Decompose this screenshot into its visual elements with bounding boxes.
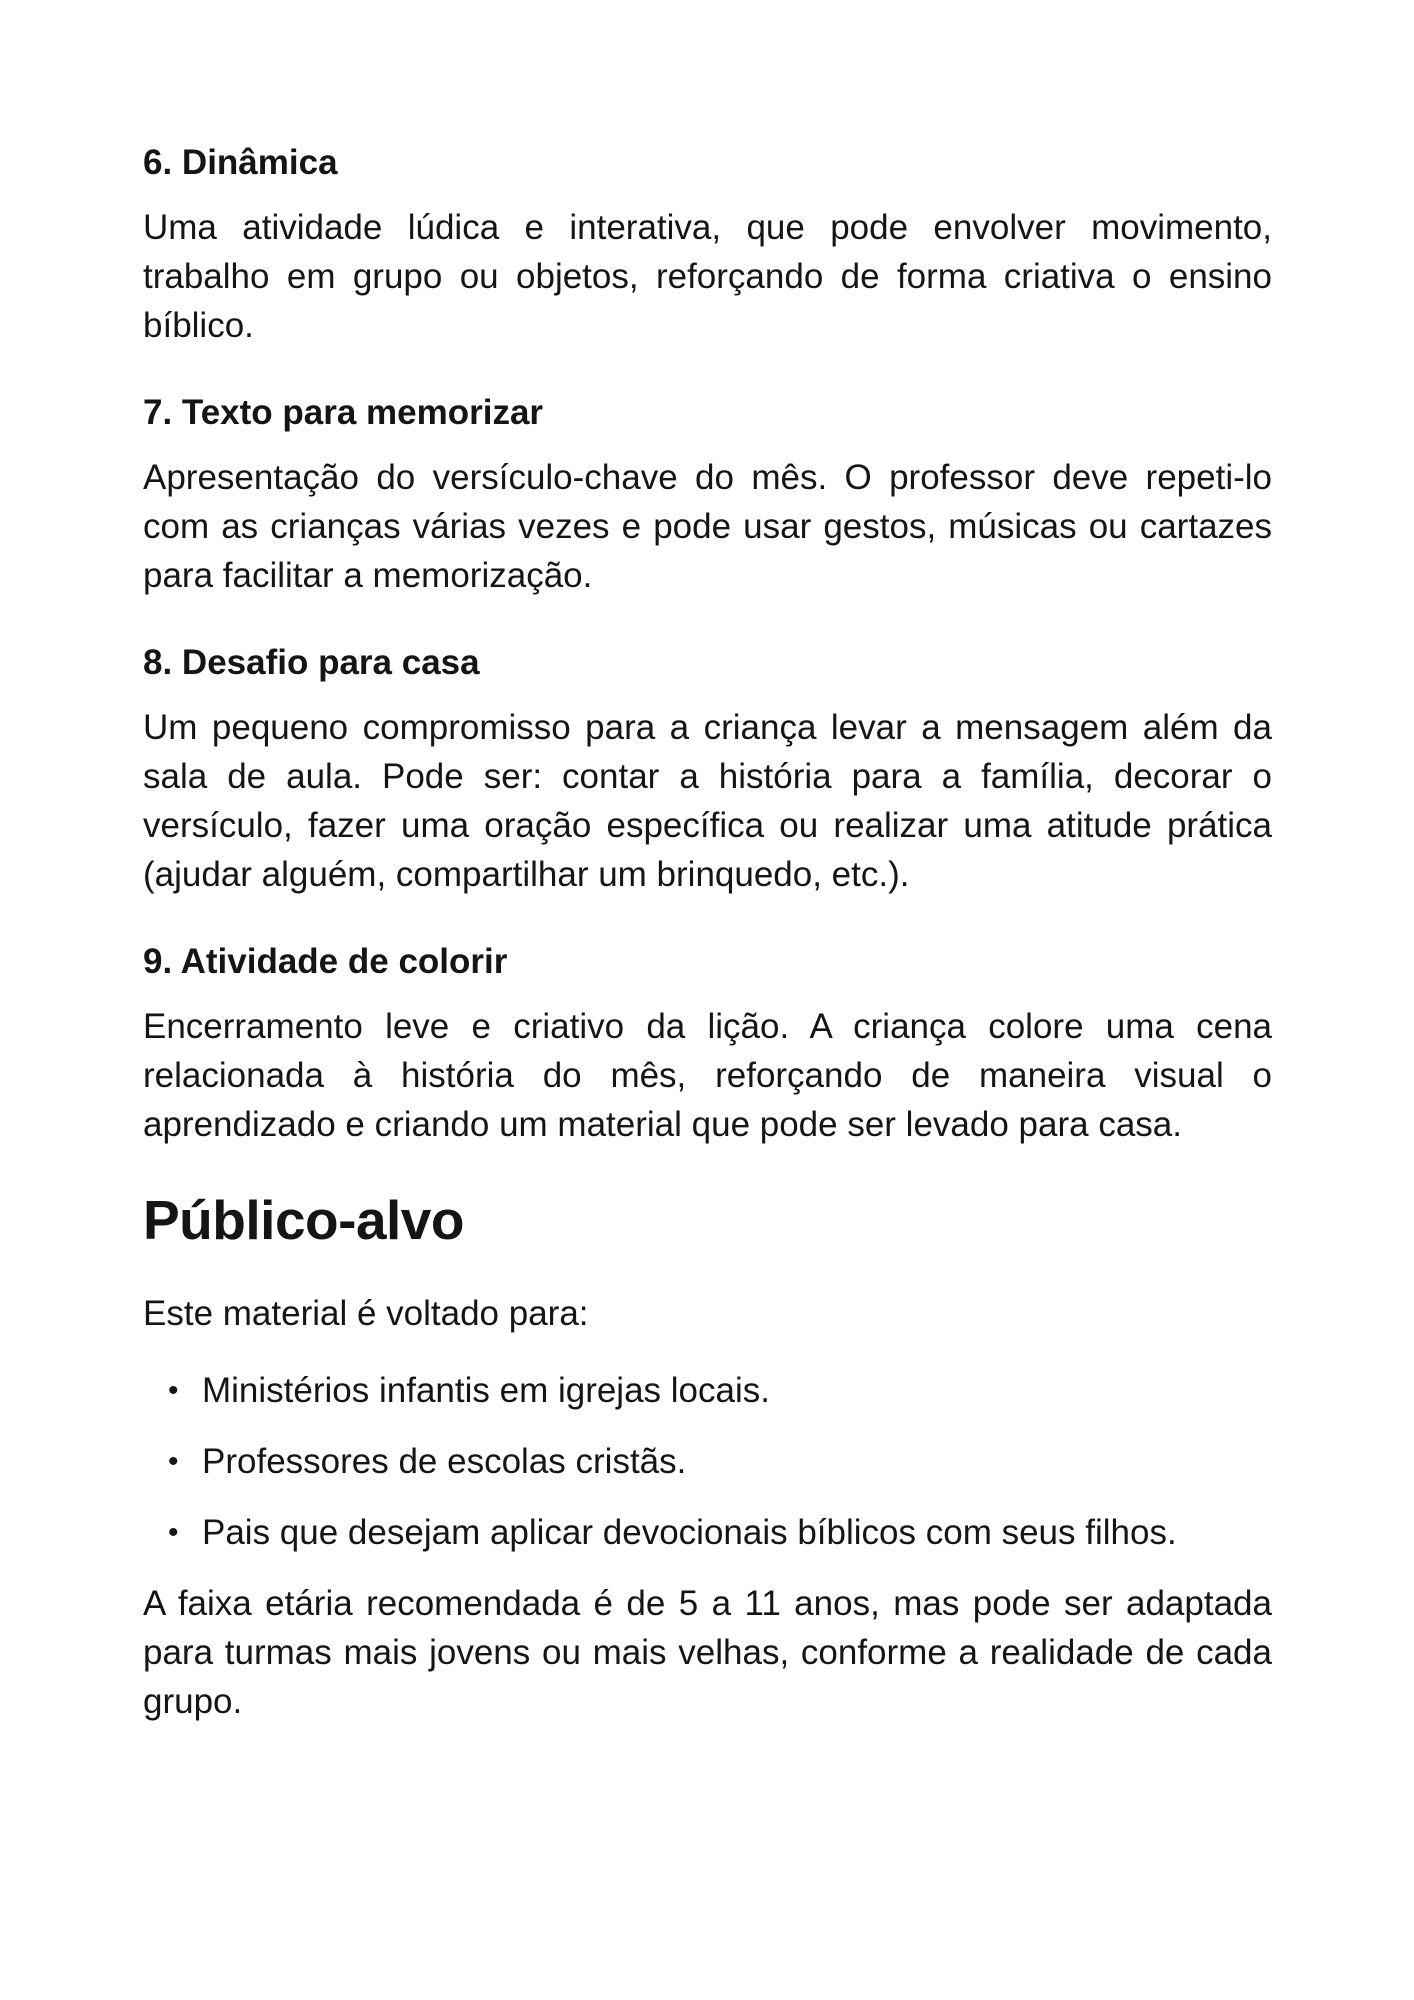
section-paragraph-dinamica: Uma atividade lúdica e interativa, que pode envolver movimento, trabalho em grupo ou objetos, reforçando de forma criativa o ensino bíblico. — [143, 208, 1272, 345]
page-title-publico-alvo: Público-alvo — [143, 1189, 464, 1251]
section-texto-para-memorizar — [143, 388, 1272, 600]
section-paragraph-texto-para-memorizar: Apresentação do versículo-chave do mês. O professor deve repeti-lo com as crianças várias vezes e pode usar gestos, músicas ou cartazes para facilitar a memorização. — [143, 458, 1272, 595]
section-desafio-para-casa — [143, 638, 1272, 899]
section-atividade-de-colorir — [143, 937, 1272, 1149]
section-heading-dinamica: 6. Dinâmica — [143, 143, 338, 182]
list-item-text: Pais que desejam aplicar devocionais bíblicos com seus filhos. — [202, 1513, 1177, 1552]
section-heading-texto-para-memorizar: 7. Texto para memorizar — [143, 393, 544, 432]
list-item-text: Ministérios infantis em igrejas locais. — [202, 1371, 770, 1410]
list-item — [168, 1508, 1272, 1557]
bullet-icon: • — [168, 1445, 179, 1478]
list-item-text: Professores de escolas cristãs. — [202, 1442, 687, 1481]
section-paragraph-atividade-de-colorir: Encerramento leve e criativo da lição. A criança colore uma cena relacionada à história do mês, reforçando de maneira visual o aprendizado e criando um material que pode ser levado para casa. — [143, 1007, 1272, 1144]
list-item — [168, 1366, 1272, 1415]
audience-list — [143, 1366, 1272, 1557]
bullet-icon: • — [168, 1374, 179, 1407]
section-heading-desafio-para-casa: 8. Desafio para casa — [143, 643, 480, 682]
intro-paragraph: Este material é voltado para: — [143, 1294, 589, 1333]
section-dinamica — [143, 138, 1272, 350]
list-item — [168, 1437, 1272, 1486]
closing-paragraph: A faixa etária recomendada é de 5 a 11 anos, mas pode ser adaptada para turmas mais jovens ou mais velhas, conforme a realidade de cada grupo. — [143, 1584, 1272, 1721]
section-heading-atividade-de-colorir: 9. Atividade de colorir — [143, 942, 508, 981]
bullet-icon: • — [168, 1516, 179, 1549]
section-paragraph-desafio-para-casa: Um pequeno compromisso para a criança levar a mensagem além da sala de aula. Pode ser: contar a história para a família, decorar o versículo, fazer uma oração específica ou realizar uma atitude prática (ajudar alguém, compartilhar um brinquedo, etc.). — [143, 708, 1272, 894]
